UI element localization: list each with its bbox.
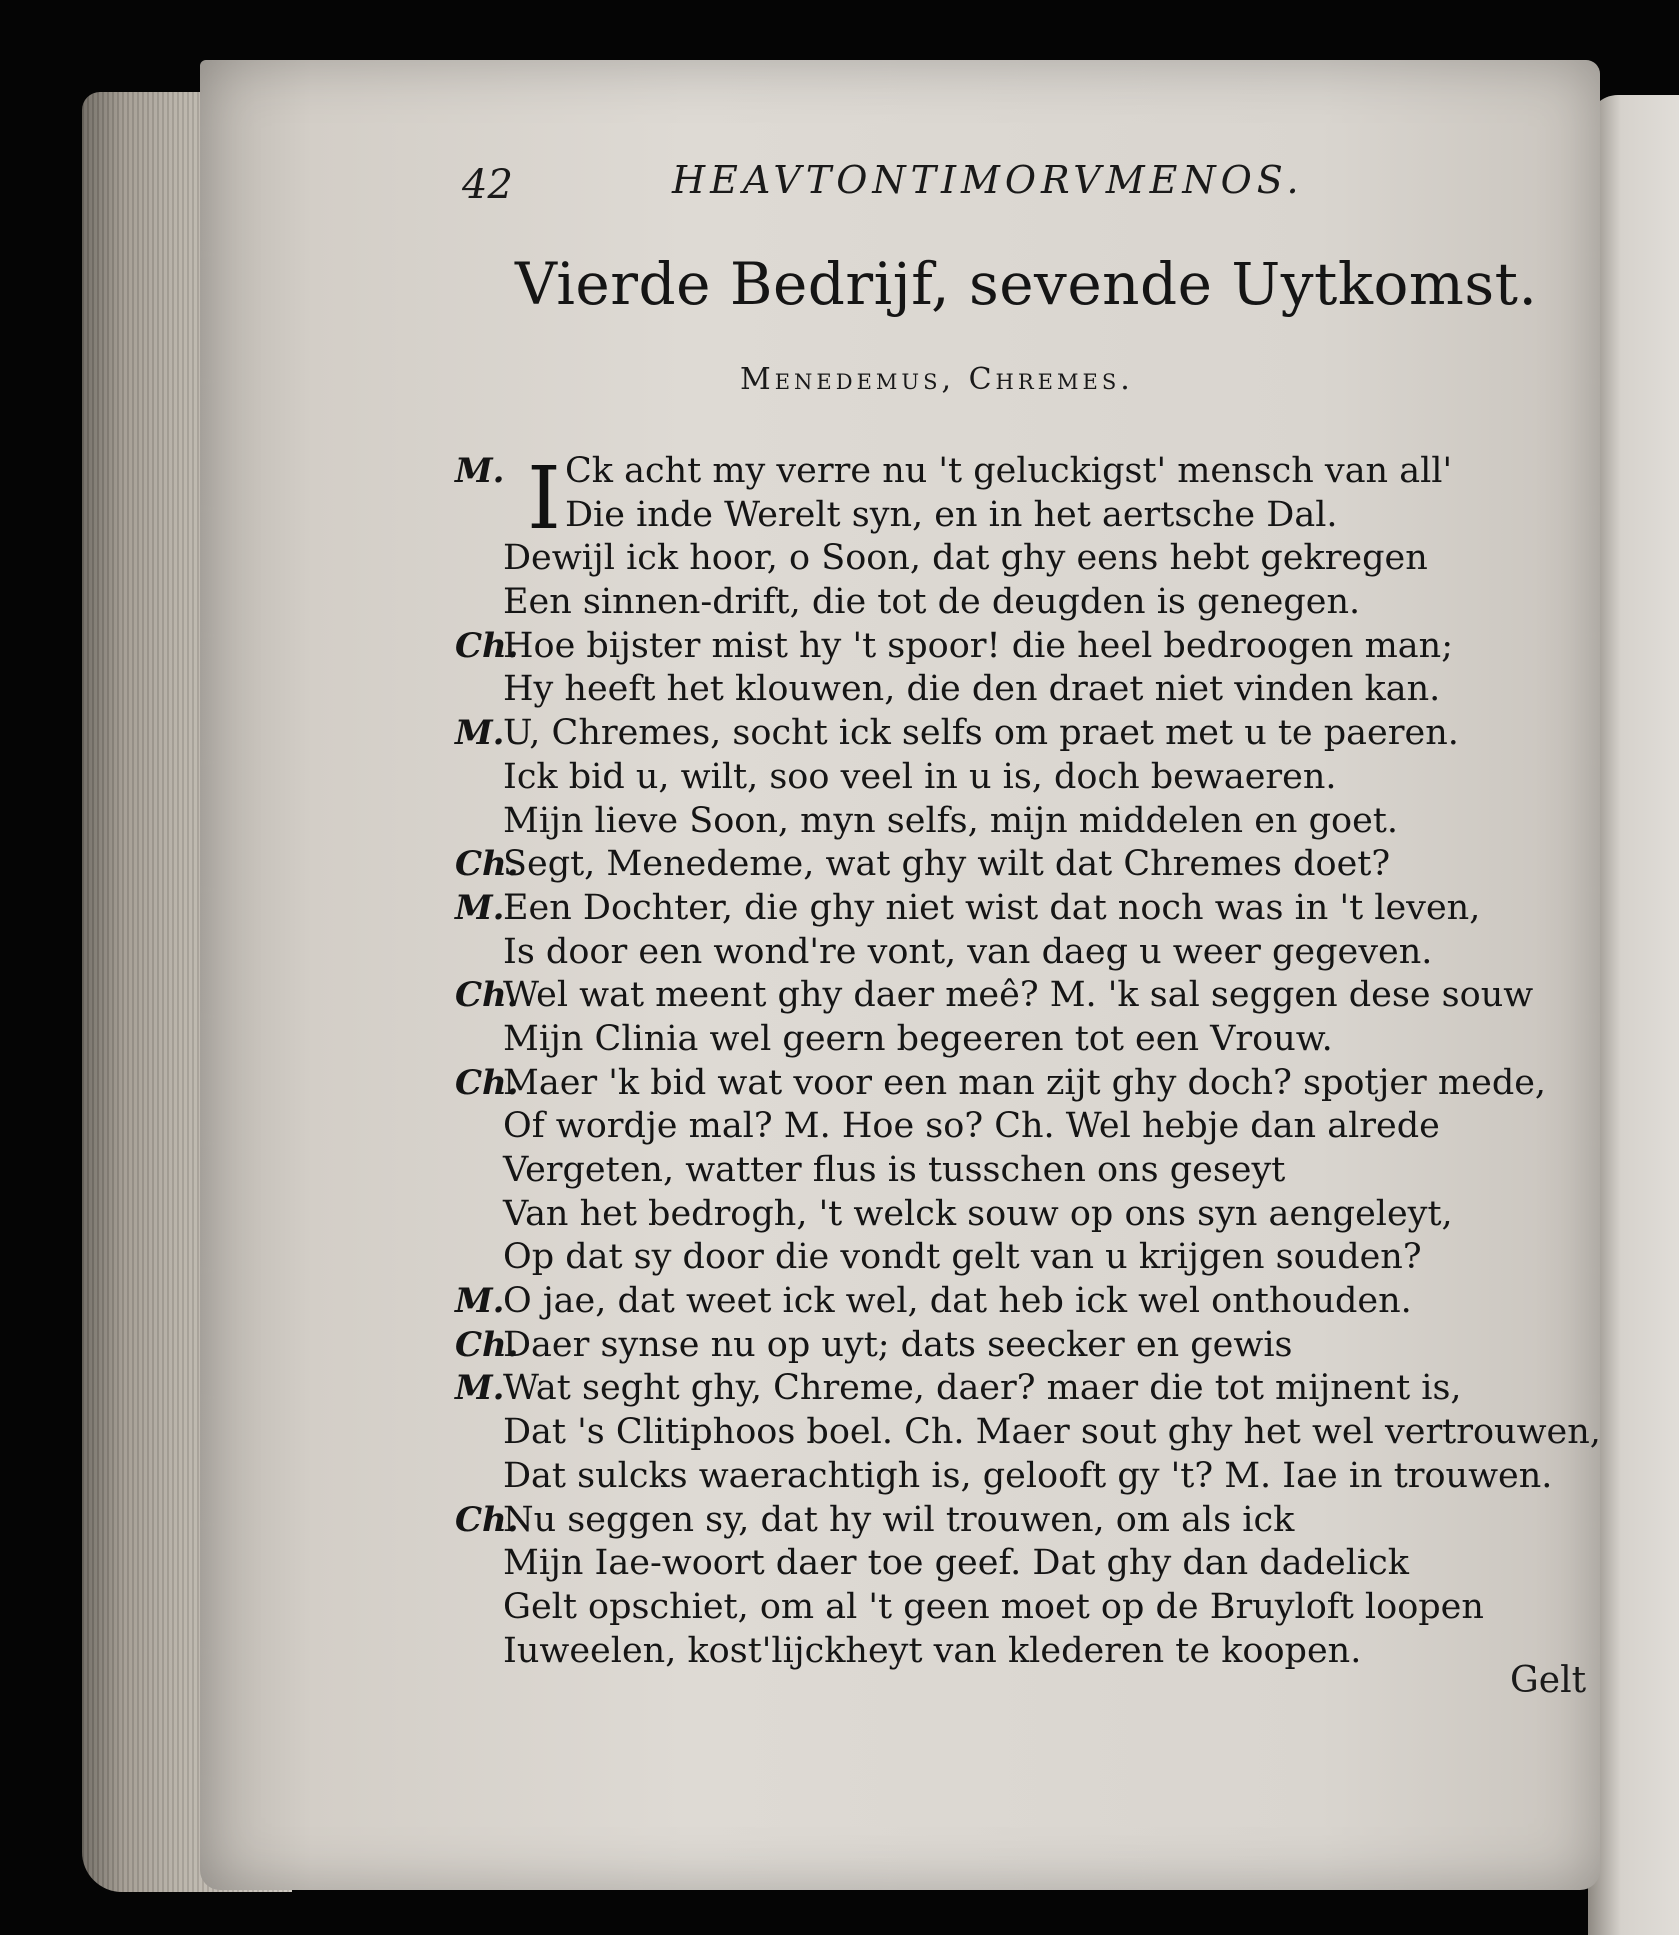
speaker-label: Ch.	[455, 844, 519, 885]
facing-page	[1588, 95, 1679, 1935]
verse-text: Hoe bijster mist hy 't spoor! die heel bedroogen man;	[503, 625, 1453, 666]
verse-line	[455, 581, 1555, 625]
verse-line	[455, 1499, 1555, 1543]
verse-text: Dat sulcks waerachtigh is, gelooft gy 't? M. Iae in trouwen.	[503, 1455, 1553, 1496]
speaker-label: Ch.	[455, 1062, 519, 1103]
running-head	[0, 150, 1679, 210]
verse-line	[455, 1105, 1555, 1149]
verse-text: Ck acht my verre nu 't geluckigst' mensch van all'	[565, 451, 1453, 491]
verse-line	[455, 1630, 1555, 1674]
verse-text: Een sinnen-drift, die tot de deugden is genegen.	[503, 582, 1361, 623]
scene-heading: Vierde Bedrijf, sevende Uytkomst.	[515, 250, 1538, 318]
verse-text: Wel wat meent ghy daer meê? M. 'k sal seggen dese souw	[503, 975, 1534, 1016]
verse-text: Gelt opschiet, om al 't geen moet op de Bruyloft loopen	[503, 1586, 1484, 1627]
verse-text: Nu seggen sy, dat hy wil trouwen, om als ick	[503, 1499, 1295, 1540]
verse-line	[455, 1193, 1555, 1237]
speaker-label: M.	[455, 1368, 505, 1409]
speaker-label: Ch.	[455, 1324, 519, 1365]
verse-text: Op dat sy door die vondt gelt van u krijgen souden?	[503, 1237, 1422, 1278]
verse-line	[455, 712, 1555, 756]
verse-line	[455, 668, 1555, 712]
speaker-label: Ch.	[455, 975, 519, 1016]
verse-line	[455, 1542, 1555, 1586]
speaker-label: M.	[455, 1281, 505, 1322]
verse-line	[455, 1455, 1555, 1499]
verse-text: Iuweelen, kost'lijckheyt van klederen te koopen.	[503, 1630, 1362, 1671]
verse-line	[455, 1236, 1555, 1280]
verse-text: Mijn Clinia wel geern begeeren tot een Vrouw.	[503, 1018, 1333, 1059]
verse-line	[455, 887, 1555, 931]
verse-text: U, Chremes, socht ick selfs om praet met u te paeren.	[503, 713, 1459, 754]
catchword: Gelt	[1510, 1660, 1587, 1701]
running-title: HEAVTONTIMORVMENOS.	[672, 158, 1304, 202]
verse-text: Mijn lieve Soon, myn selfs, mijn middelen en goet.	[503, 800, 1398, 841]
verse-text: Of wordje mal? M. Hoe so? Ch. Wel hebje dan alrede	[503, 1106, 1440, 1147]
verse-text: Segt, Menedeme, wat ghy wilt dat Chremes doet?	[503, 844, 1391, 885]
verse-text: Ick bid u, wilt, soo veel in u is, doch bewaeren.	[503, 756, 1337, 797]
verse-text: Hy heeft het klouwen, die den draet niet vinden kan.	[503, 669, 1441, 710]
verse-text: O jae, dat weet ick wel, dat heb ick wel onthouden.	[503, 1281, 1412, 1322]
verse-line	[455, 800, 1555, 844]
speaker-label: M.	[455, 887, 505, 928]
speakers-line: Menedemus, Chremes.	[740, 362, 1134, 397]
page-number: 42	[462, 162, 513, 208]
verse-text: Een Dochter, die ghy niet wist dat noch was in 't leven,	[503, 887, 1481, 928]
speaker-label: M.	[455, 713, 505, 754]
verse-text: Daer synse nu op uyt; dats seecker en gewis	[503, 1324, 1293, 1365]
verse-text: Mijn Iae-woort daer toe geef. Dat ghy dan dadelick	[503, 1543, 1409, 1584]
verse-block	[455, 449, 1601, 1673]
verse-text: Die inde Werelt syn, en in het aertsche Dal.	[565, 494, 1338, 535]
verse-line	[455, 1149, 1555, 1193]
verse-line	[455, 625, 1555, 669]
speaker-label: Ch.	[455, 625, 519, 666]
verse-text: Van het bedrogh, 't welck souw op ons syn aengeleyt,	[503, 1193, 1453, 1234]
verse-text: Dat 's Clitiphoos boel. Ch. Maer sout ghy het wel vertrouwen,	[503, 1412, 1601, 1453]
verse-text: Vergeten, watter flus is tusschen ons geseyt	[503, 1150, 1286, 1190]
verse-line	[455, 756, 1555, 800]
verse-line	[455, 1411, 1601, 1455]
verse-line	[455, 974, 1555, 1018]
verse-line	[455, 1324, 1555, 1368]
verse-line	[455, 1367, 1555, 1411]
verse-text: Maer 'k bid wat voor een man zijt ghy doch? spotjer mede,	[503, 1062, 1547, 1103]
verse-text: Is door een wond're vont, van daeg u weer gegeven.	[503, 931, 1433, 972]
verse-line	[455, 537, 1555, 581]
verse-line	[455, 931, 1555, 975]
verse-line	[455, 1062, 1555, 1106]
verse-line	[455, 494, 1555, 538]
drop-capital: I	[527, 449, 561, 549]
verse-line	[455, 843, 1555, 887]
verse-line	[455, 1586, 1555, 1630]
verse-line	[455, 1018, 1555, 1062]
verse-text: Dewijl ick hoor, o Soon, dat ghy eens hebt gekregen	[503, 538, 1428, 579]
speaker-label: Ch.	[455, 1499, 519, 1540]
verse-line	[455, 1280, 1555, 1324]
verse-text: Wat seght ghy, Chreme, daer? maer die tot mijnent is,	[503, 1368, 1462, 1409]
speaker-label: M.	[455, 451, 505, 491]
